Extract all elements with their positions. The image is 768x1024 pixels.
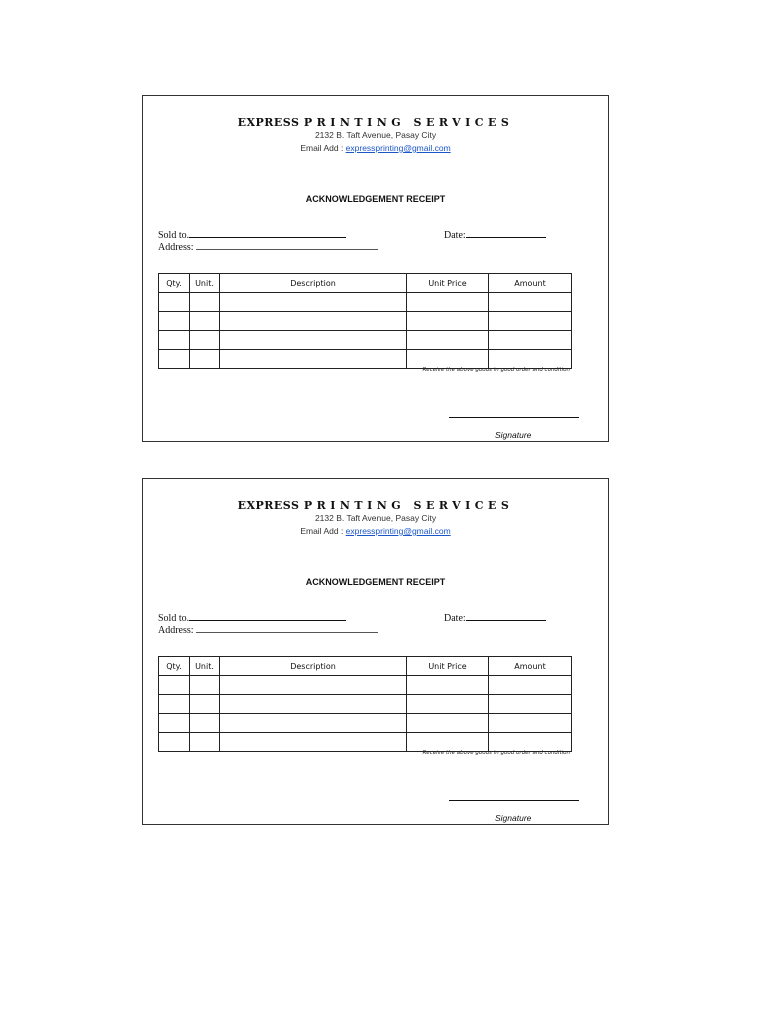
date-line[interactable] xyxy=(466,611,546,621)
company-name: EXPRESS PRINTING SERVICES xyxy=(237,499,514,512)
receipt-title: ACKNOWLEDGEMENT RECEIPT xyxy=(305,194,446,204)
col-qty: Qty. xyxy=(159,274,190,293)
address-field xyxy=(158,240,378,253)
table-cell[interactable] xyxy=(190,714,220,733)
table-cell[interactable] xyxy=(489,695,572,714)
table-cell[interactable] xyxy=(159,293,190,312)
col-description: Description xyxy=(220,657,407,676)
receipt-2 xyxy=(142,478,609,825)
table-row xyxy=(159,312,572,331)
email-link[interactable]: expressprinting@gmail.com xyxy=(345,526,451,536)
table-cell[interactable] xyxy=(407,695,489,714)
table-cell[interactable] xyxy=(489,293,572,312)
date-label: Date: xyxy=(444,230,466,241)
condition-note: Receive the above goods in good order and condition xyxy=(422,750,570,756)
table-cell[interactable] xyxy=(159,676,190,695)
signature-line[interactable] xyxy=(449,417,579,418)
date-line[interactable] xyxy=(466,228,546,238)
address-line[interactable] xyxy=(196,240,378,250)
table-row xyxy=(159,714,572,733)
email-label: Email Add : xyxy=(300,526,346,536)
table-row xyxy=(159,331,572,350)
address-label: Address: xyxy=(158,242,194,253)
table-cell[interactable] xyxy=(407,714,489,733)
table-cell[interactable] xyxy=(489,676,572,695)
table-cell[interactable] xyxy=(159,695,190,714)
email-label: Email Add : xyxy=(300,143,346,153)
items-table xyxy=(158,273,572,369)
col-unit: Unit. xyxy=(190,657,220,676)
address-label: Address: xyxy=(158,625,194,636)
table-cell[interactable] xyxy=(407,331,489,350)
date-label: Date: xyxy=(444,613,466,624)
table-header-row xyxy=(159,274,572,293)
company-name: EXPRESS PRINTING SERVICES xyxy=(237,116,514,129)
email-row xyxy=(143,526,608,536)
email-link[interactable]: expressprinting@gmail.com xyxy=(345,143,451,153)
table-cell[interactable] xyxy=(159,312,190,331)
receipt-title: ACKNOWLEDGEMENT RECEIPT xyxy=(305,577,446,587)
sold-to-label: Sold to. xyxy=(158,613,190,624)
table-cell[interactable] xyxy=(159,733,190,752)
table-cell[interactable] xyxy=(407,350,489,369)
table-cell[interactable] xyxy=(190,733,220,752)
table-cell[interactable] xyxy=(190,676,220,695)
table-cell[interactable] xyxy=(407,312,489,331)
col-unit-price: Unit Price xyxy=(407,657,489,676)
table-cell[interactable] xyxy=(489,733,572,752)
col-amount: Amount xyxy=(489,657,572,676)
condition-note: Receive the above goods in good order and condition xyxy=(422,367,570,373)
table-cell[interactable] xyxy=(489,350,572,369)
table-cell[interactable] xyxy=(159,714,190,733)
table-cell[interactable] xyxy=(220,293,407,312)
address-line[interactable] xyxy=(196,623,378,633)
date-field xyxy=(444,611,546,624)
sold-to-line[interactable] xyxy=(189,611,346,621)
table-row xyxy=(159,293,572,312)
table-row xyxy=(159,695,572,714)
col-description: Description xyxy=(220,274,407,293)
table-cell[interactable] xyxy=(190,695,220,714)
table-cell[interactable] xyxy=(407,293,489,312)
email-row xyxy=(143,143,608,153)
table-cell[interactable] xyxy=(220,695,407,714)
company-address: 2132 B. Taft Avenue, Pasay City xyxy=(314,513,437,523)
table-cell[interactable] xyxy=(489,331,572,350)
receipt-1 xyxy=(142,95,609,442)
table-row xyxy=(159,733,572,752)
table-cell[interactable] xyxy=(220,714,407,733)
address-field xyxy=(158,623,378,636)
table-cell[interactable] xyxy=(190,350,220,369)
table-cell[interactable] xyxy=(190,293,220,312)
items-table xyxy=(158,656,572,752)
col-amount: Amount xyxy=(489,274,572,293)
col-unit: Unit. xyxy=(190,274,220,293)
table-cell[interactable] xyxy=(489,714,572,733)
sold-to-line[interactable] xyxy=(189,228,346,238)
col-qty: Qty. xyxy=(159,657,190,676)
company-address: 2132 B. Taft Avenue, Pasay City xyxy=(314,130,437,140)
table-cell[interactable] xyxy=(220,350,407,369)
sold-to-label: Sold to. xyxy=(158,230,190,241)
table-cell[interactable] xyxy=(220,331,407,350)
col-unit-price: Unit Price xyxy=(407,274,489,293)
table-cell[interactable] xyxy=(159,350,190,369)
signature-label: Signature xyxy=(495,430,532,440)
table-row xyxy=(159,350,572,369)
table-cell[interactable] xyxy=(220,312,407,331)
table-cell[interactable] xyxy=(190,312,220,331)
date-field xyxy=(444,228,546,241)
table-cell[interactable] xyxy=(489,312,572,331)
table-header-row xyxy=(159,657,572,676)
table-cell[interactable] xyxy=(220,676,407,695)
table-cell[interactable] xyxy=(190,331,220,350)
signature-line[interactable] xyxy=(449,800,579,801)
table-cell[interactable] xyxy=(407,676,489,695)
table-cell[interactable] xyxy=(220,733,407,752)
table-cell[interactable] xyxy=(159,331,190,350)
table-cell[interactable] xyxy=(407,733,489,752)
table-row xyxy=(159,676,572,695)
signature-label: Signature xyxy=(495,813,532,823)
